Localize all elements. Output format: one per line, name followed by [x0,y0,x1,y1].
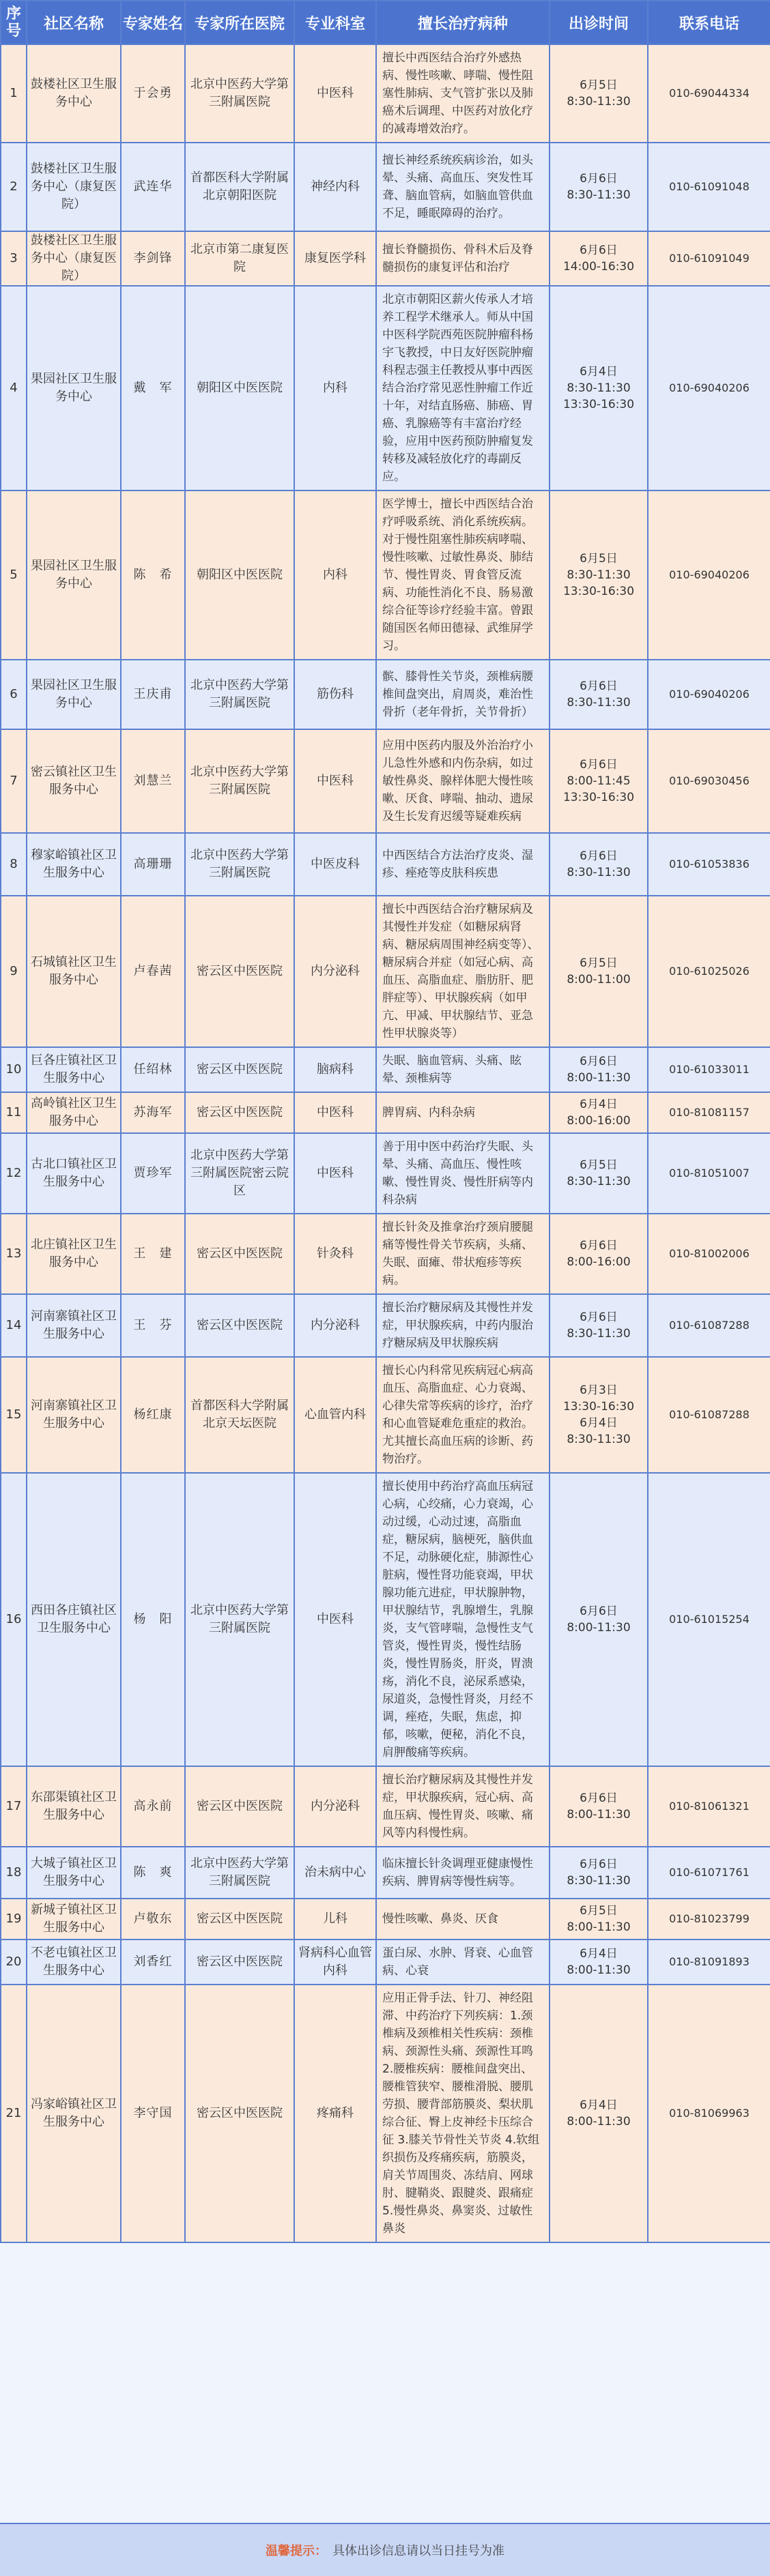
row-expert: 李剑锋 [121,231,185,286]
row-hospital: 密云区中医医院 [185,1899,294,1940]
row-time: 6月6日 8:00-11:30 [550,1766,648,1847]
row-community: 新城子镇社区卫生服务中心 [27,1899,121,1940]
row-time: 6月6日 8:00-11:45 13:30-16:30 [550,729,648,833]
header-hospital: 专家所在医院 [185,1,294,44]
row-seq: 5 [1,491,27,660]
row-time: 6月6日 8:30-11:30 [550,833,648,896]
row-community: 河南寨镇社区卫生服务中心 [27,1357,121,1473]
row-dept: 内分泌科 [294,1766,376,1847]
row-phone: 010-69044334 [648,44,770,143]
row-time: 6月4日 8:00-11:30 [550,1985,648,2242]
row-dept: 中医科 [294,44,376,143]
table-row [1,231,770,286]
table-row [1,1766,770,1847]
row-expert: 武连华 [121,143,185,231]
row-seq: 6 [1,660,27,729]
row-hospital: 密云区中医医院 [185,1766,294,1847]
row-community: 巨各庄镇社区卫生服务中心 [27,1047,121,1092]
row-seq: 9 [1,896,27,1047]
row-hospital: 首都医科大学附属北京朝阳医院 [185,143,294,231]
table-row [1,1092,770,1133]
table-row [1,491,770,660]
row-dept: 康复医学科 [294,231,376,286]
row-phone: 010-61053836 [648,833,770,896]
row-dept: 脑病科 [294,1047,376,1092]
row-hospital: 密云区中医医院 [185,1214,294,1294]
row-hospital: 北京中医药大学第三附属医院 [185,729,294,833]
row-community: 穆家峪镇社区卫生服务中心 [27,833,121,896]
row-phone: 010-69040206 [648,660,770,729]
row-dept: 肾病科心血管内科 [294,1940,376,1985]
row-expert: 王 芬 [121,1294,185,1357]
row-community: 石城镇社区卫生服务中心 [27,896,121,1047]
table-row [1,833,770,896]
row-dept: 心血管内科 [294,1357,376,1473]
row-dept: 疼痛科 [294,1985,376,2242]
row-seq: 16 [1,1473,27,1766]
footer-tip-text: 具体出诊信息请以当日挂号为准 [332,2544,504,2558]
row-expert: 刘慧兰 [121,729,185,833]
row-community: 不老屯镇社区卫生服务中心 [27,1940,121,1985]
row-community: 果园社区卫生服务中心 [27,491,121,660]
row-seq: 21 [1,1985,27,2242]
row-community: 大城子镇社区卫生服务中心 [27,1847,121,1899]
row-specialty: 擅长神经系统疾病诊治，如头晕、头痛、高血压、突发性耳聋、脑血管病，如脑血管供血不足，睡眠障碍的治疗。 [376,143,550,231]
row-phone: 010-81091893 [648,1940,770,1985]
row-community: 鼓楼社区卫生服务中心 [27,44,121,143]
row-hospital: 北京市第二康复医院 [185,231,294,286]
row-specialty: 北京市朝阳区薪火传承人才培养工程学术继承人。师从中国中医科学院西苑医院肿瘤科杨宇飞教授，中日友好医院肿瘤科程志强主任教授从事中西医结合治疗常见恶性肿瘤工作近十年，对结直肠癌、肺癌、胃癌、乳腺癌等有丰富治疗经验，应用中医药预防肿瘤复发转移及减轻放化疗的毒副反应。 [376,286,550,491]
row-phone: 010-61091049 [648,231,770,286]
header-phone: 联系电话 [648,1,770,44]
row-dept: 中医科 [294,1133,376,1214]
row-specialty: 善于用中医中药治疗失眠、头晕、头痛、高血压、慢性咳嗽、慢性胃炎、慢性肝病等内科杂病 [376,1133,550,1214]
row-expert: 陈 爽 [121,1847,185,1899]
row-time: 6月6日 8:30-11:30 [550,660,648,729]
row-time: 6月6日 8:00-16:00 [550,1214,648,1294]
table-row [1,660,770,729]
row-phone: 010-81002006 [648,1214,770,1294]
row-dept: 中医科 [294,1092,376,1133]
row-phone: 010-81081157 [648,1092,770,1133]
row-seq: 7 [1,729,27,833]
row-specialty: 蛋白尿、水肿、肾衰、心血管病、心衰 [376,1940,550,1985]
row-expert: 王庆甫 [121,660,185,729]
row-community: 东邵渠镇社区卫生服务中心 [27,1766,121,1847]
row-time: 6月6日 14:00-16:30 [550,231,648,286]
row-hospital: 北京中医药大学第三附属医院 [185,1847,294,1899]
table-row [1,1847,770,1899]
row-time: 6月6日 8:00-11:30 [550,1047,648,1092]
row-phone: 010-69030456 [648,729,770,833]
row-specialty: 擅长治疗糖尿病及其慢性并发症，甲状腺疾病，冠心病、高血压病、慢性胃炎、咳嗽、痛风等内科慢性病。 [376,1766,550,1847]
row-specialty: 擅长脊髓损伤、骨科术后及脊髓损伤的康复评估和治疗 [376,231,550,286]
row-specialty: 擅长中西医结合治疗外感热病、慢性咳嗽、哮喘、慢性阻塞性肺病、支气管扩张以及肺癌术后调理、中医药对放化疗的减毒增效治疗。 [376,44,550,143]
row-specialty: 应用中医药内服及外治治疗小儿急性外感和内伤杂病，如过敏性鼻炎、腺样体肥大慢性咳嗽、厌食、哮喘、抽动、遗尿及生长发育迟缓等疑难疾病 [376,729,550,833]
row-hospital: 密云区中医医院 [185,1047,294,1092]
row-expert: 高永前 [121,1766,185,1847]
row-phone: 010-81069963 [648,1985,770,2242]
table-body [1,44,770,2242]
row-expert: 戴 军 [121,286,185,491]
row-expert: 杨红康 [121,1357,185,1473]
row-time: 6月4日 8:30-11:30 13:30-16:30 [550,286,648,491]
row-community: 密云镇社区卫生服务中心 [27,729,121,833]
row-phone: 010-69040206 [648,491,770,660]
row-time: 6月5日 8:30-11:30 [550,1133,648,1214]
row-seq: 17 [1,1766,27,1847]
row-expert: 刘香红 [121,1940,185,1985]
row-specialty: 擅长中西医结合治疗糖尿病及其慢性并发症（如糖尿病肾病、糖尿病周围神经病变等）、糖尿病合并症（如冠心病、高血压、高脂血症、脂肪肝、肥胖症等）、甲状腺疾病（如甲亢、甲减、甲状腺结节、亚急性甲状腺炎等） [376,896,550,1047]
row-seq: 4 [1,286,27,491]
table-row [1,896,770,1047]
row-hospital: 密云区中医医院 [185,1985,294,2242]
row-specialty: 擅长针灸及推拿治疗颈肩腰腿痛等慢性骨关节疾病，头痛、失眠、面瘫、带状疱疹等疾病。 [376,1214,550,1294]
table-row [1,1294,770,1357]
row-seq: 1 [1,44,27,143]
row-dept: 筋伤科 [294,660,376,729]
header-dept: 专业科室 [294,1,376,44]
row-hospital: 北京中医药大学第三附属医院 [185,44,294,143]
row-seq: 8 [1,833,27,896]
row-specialty: 擅长心内科常见疾病冠心病高血压、高脂血症、心力衰竭、心律失常等疾病的诊疗，治疗和心血管疑难危重症的救治。尤其擅长高血压病的诊断、药物治疗。 [376,1357,550,1473]
row-seq: 15 [1,1357,27,1473]
row-time: 6月6日 8:30-11:30 [550,143,648,231]
row-expert: 于会勇 [121,44,185,143]
table-row [1,1133,770,1214]
row-seq: 19 [1,1899,27,1940]
row-phone: 010-81051007 [648,1133,770,1214]
table-row [1,1047,770,1092]
row-hospital: 北京中医药大学第三附属医院密云院区 [185,1133,294,1214]
row-community: 古北口镇社区卫生服务中心 [27,1133,121,1214]
table-header-row [1,1,770,44]
table-row [1,729,770,833]
row-time: 6月6日 8:30-11:30 [550,1847,648,1899]
row-seq: 10 [1,1047,27,1092]
row-specialty: 临床擅长针灸调理亚健康慢性疾病、脾胃病等慢性病等。 [376,1847,550,1899]
row-phone: 010-61025026 [648,896,770,1047]
row-community: 冯家峪镇社区卫生服务中心 [27,1985,121,2242]
row-seq: 13 [1,1214,27,1294]
row-specialty: 慢性咳嗽、鼻炎、厌食 [376,1899,550,1940]
row-hospital: 密云区中医医院 [185,1940,294,1985]
row-dept: 中医科 [294,729,376,833]
row-expert: 陈 希 [121,491,185,660]
row-dept: 针灸科 [294,1214,376,1294]
row-phone: 010-61087288 [648,1294,770,1357]
table-row [1,143,770,231]
row-phone: 010-61087288 [648,1357,770,1473]
row-hospital: 北京中医药大学第三附属医院 [185,660,294,729]
row-dept: 中医皮科 [294,833,376,896]
row-hospital: 密云区中医医院 [185,1294,294,1357]
row-time: 6月5日 8:30-11:30 13:30-16:30 [550,491,648,660]
row-community: 鼓楼社区卫生服务中心（康复医院） [27,231,121,286]
row-community: 河南寨镇社区卫生服务中心 [27,1294,121,1357]
row-specialty: 中西医结合方法治疗皮炎、湿疹、痤疮等皮肤科疾患 [376,833,550,896]
table-row [1,1473,770,1766]
row-hospital: 北京中医药大学第三附属医院 [185,833,294,896]
row-specialty: 擅长使用中药治疗高血压病冠心病，心绞痛，心力衰竭，心动过缓，心动过速，高脂血症，糖尿病，脑梗死，脑供血不足，动脉硬化症，肺源性心脏病，慢性肾功能衰竭，甲状腺功能亢进症，甲状腺肿物，甲状腺结节，乳腺增生，乳腺炎，支气管哮喘，急慢性支气管炎，慢性胃炎，慢性结肠炎，慢性胃肠炎，肝炎，胃溃疡，消化不良，泌尿系感染，尿道炎，急慢性肾炎，月经不调，痤疮，失眠，焦虑，抑郁，咳嗽，便秘，消化不良，肩胛酸痛等疾病。 [376,1473,550,1766]
row-seq: 3 [1,231,27,286]
header-specialty: 擅长治疗病种 [376,1,550,44]
table-row [1,286,770,491]
row-time: 6月5日 8:00-11:00 [550,896,648,1047]
row-dept: 治未病中心 [294,1847,376,1899]
row-hospital: 密云区中医医院 [185,1092,294,1133]
row-expert: 卢敬东 [121,1899,185,1940]
row-expert: 高珊珊 [121,833,185,896]
header-expert: 专家姓名 [121,1,185,44]
row-hospital: 朝阳区中医医院 [185,286,294,491]
row-specialty: 医学博士，擅长中西医结合治疗呼吸系统、消化系统疾病。对于慢性阻塞性肺疾病哮喘、慢性咳嗽、过敏性鼻炎、肺结节、慢性胃炎、胃食管反流病、功能性消化不良、肠易激综合征等诊疗经验丰富。曾跟随国医名师田德禄、武维屏学习。 [376,491,550,660]
table-row [1,1899,770,1940]
row-dept: 中医科 [294,1473,376,1766]
row-community: 高岭镇社区卫生服务中心 [27,1092,121,1133]
row-community: 北庄镇社区卫生服务中心 [27,1214,121,1294]
row-dept: 内分泌科 [294,1294,376,1357]
row-community: 果园社区卫生服务中心 [27,660,121,729]
row-hospital: 北京中医药大学第三附属医院 [185,1473,294,1766]
row-seq: 20 [1,1940,27,1985]
row-time: 6月3日 13:30-16:30 6月4日 8:30-11:30 [550,1357,648,1473]
row-time: 6月4日 8:00-16:00 [550,1092,648,1133]
header-community: 社区名称 [27,1,121,44]
table-row [1,1357,770,1473]
row-dept: 内分泌科 [294,896,376,1047]
table-row [1,44,770,143]
table-row [1,1214,770,1294]
row-specialty: 擅长治疗糖尿病及其慢性并发症，甲状腺疾病，中药内服治疗糖尿病及甲状腺疾病 [376,1294,550,1357]
row-specialty: 髌、膝骨性关节炎，颈椎病腰椎间盘突出，肩周炎，难治性骨折（老年骨折，关节骨折） [376,660,550,729]
row-phone: 010-69040206 [648,286,770,491]
row-seq: 12 [1,1133,27,1214]
row-hospital: 首都医科大学附属北京天坛医院 [185,1357,294,1473]
row-expert: 杨 阳 [121,1473,185,1766]
footer-tip-label: 温馨提示： [266,2544,327,2558]
row-expert: 王 建 [121,1214,185,1294]
header-time: 出诊时间 [550,1,648,44]
row-hospital: 朝阳区中医医院 [185,491,294,660]
row-phone: 010-81023799 [648,1899,770,1940]
table-row [1,1985,770,2242]
row-expert: 李守国 [121,1985,185,2242]
row-time: 6月5日 8:00-11:30 [550,1899,648,1940]
row-community: 果园社区卫生服务中心 [27,286,121,491]
row-dept: 神经内科 [294,143,376,231]
row-phone: 010-61015254 [648,1473,770,1766]
row-expert: 任绍林 [121,1047,185,1092]
row-community: 鼓楼社区卫生服务中心（康复医院） [27,143,121,231]
row-expert: 卢春茜 [121,896,185,1047]
row-phone: 010-61033011 [648,1047,770,1092]
row-time: 6月6日 8:00-11:30 [550,1473,648,1766]
row-time: 6月6日 8:30-11:30 [550,1294,648,1357]
footer-tip-bar [0,2523,770,2576]
row-expert: 苏海军 [121,1092,185,1133]
row-seq: 2 [1,143,27,231]
row-dept: 内科 [294,491,376,660]
row-hospital: 密云区中医医院 [185,896,294,1047]
row-expert: 贾珍军 [121,1133,185,1214]
row-phone: 010-61091048 [648,143,770,231]
row-time: 6月5日 8:30-11:30 [550,44,648,143]
row-dept: 儿科 [294,1899,376,1940]
row-seq: 11 [1,1092,27,1133]
row-seq: 18 [1,1847,27,1899]
row-specialty: 应用正骨手法、针刀、神经阻滞、中药治疗下列疾病：1.颈椎病及颈椎相关性疾病：颈椎病、颈源性头痛、颈源性耳鸣 2.腰椎疾病：腰椎间盘突出、腰椎管狭窄、腰椎滑脱、腰肌劳损、腰背部筋膜炎、梨状肌综合征、臀上皮神经卡压综合征 3.膝关节骨性关节炎 4.软组织损伤及疼痛疾病，筋膜炎，肩关节周围炎、冻结肩、网球肘、腱鞘炎、跟腱炎、跟痛症 5.慢性鼻炎、鼻窦炎、过敏性鼻炎 [376,1985,550,2242]
row-phone: 010-61071761 [648,1847,770,1899]
row-specialty: 脾胃病、内科杂病 [376,1092,550,1133]
header-seq: 序号 [1,1,27,44]
table-row [1,1940,770,1985]
row-time: 6月4日 8:00-11:30 [550,1940,648,1985]
row-dept: 内科 [294,286,376,491]
row-community: 西田各庄镇社区卫生服务中心 [27,1473,121,1766]
row-seq: 14 [1,1294,27,1357]
row-phone: 010-81061321 [648,1766,770,1847]
row-specialty: 失眠、脑血管病、头痛、眩晕、颈椎病等 [376,1047,550,1092]
